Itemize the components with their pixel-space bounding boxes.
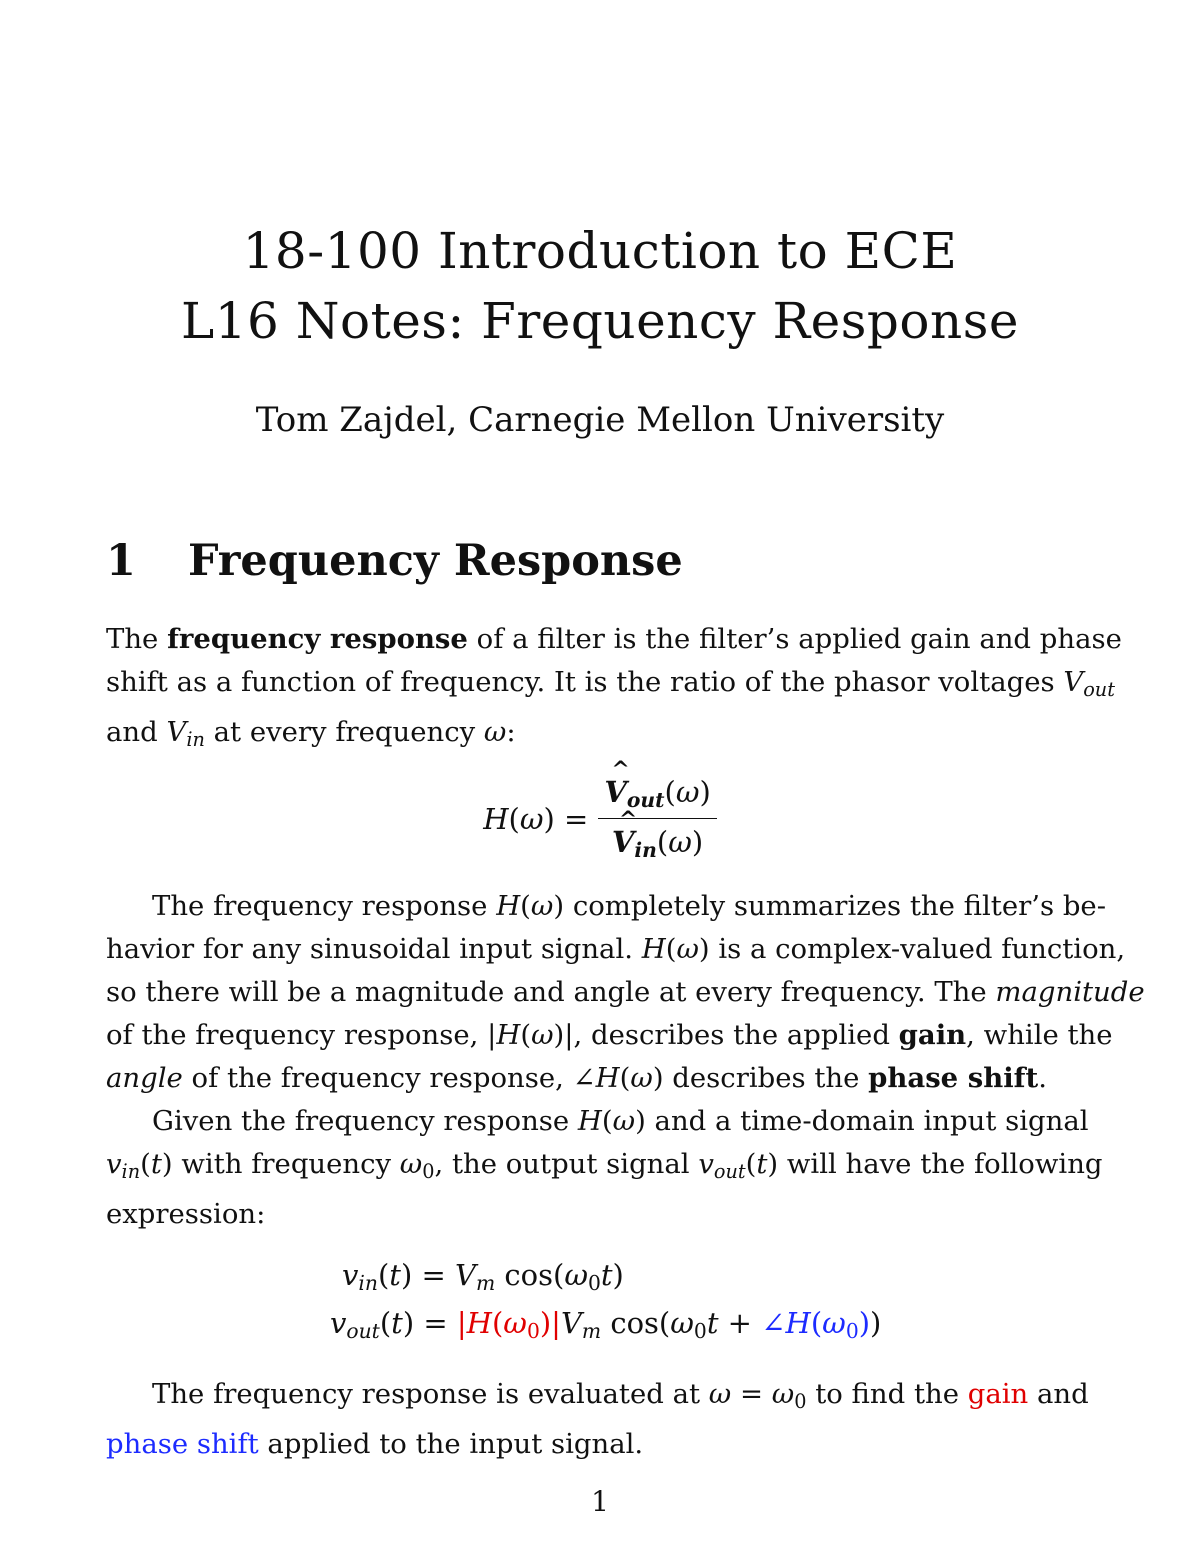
paragraph-description: The frequency response H(ω) completely summarizes the filter’s be- havior for any sinusoidal input signal. H(ω) is a complex-valued function, so there will be a magnitude and angle at every frequency. The magnitude of the frequency response, |H(ω)|, describes the applied gain, while the angle of the frequency response, ∠H(ω) describes the phase shift. Given the frequency response H(ω) and a time-domain input signal $v_{in}(t)$ with frequency ω0, the output signal $v_{out}(t)$ will have the following expression: bbox=[106, 890, 1145, 1230]
document-page: 18-100 Introduction to ECE L16 Notes: Frequency Response Tom Zajdel, Carnegie Mellon University 1 Frequency Response The frequency response of a filter is the filter’s applied gain and phase shift as a function of frequency. It is the ratio of the phasor voltages $V_{out}$ and $V_{in}$ at every frequency ω: H(ω) = ^ $V_{out}(\omega)$ ^ $V_{in}(\omega)$ The frequency response H(ω) completely summarizes the filter’s be- havior for any sinusoidal input signal. H(ω) is a complex-valued function, so there will be a magnitude and angle at every frequency. The magnitude of the frequency response, |H(ω)|, describes the applied gain, while the angle of the frequency response, ∠H(ω) describes the phase shift. Given the frequency response H(ω) and a time-domain input signal $v_{in}(t)$ with frequency ω0, the output signal $v_{out}(t)$ will have the following expression: $v_{in}(t) = V_m$ cos(ω0t) $v_{out}(t) = |H(\omega 0)|V_m$ cos(ω0t + ∠H(ω0)) The frequency response is evaluated at ω = ω0 to find the gain and phase shift applied to the input signal. 1 bbox=[0, 0, 1200, 1553]
section-title: Frequency Response bbox=[188, 536, 683, 586]
title-line-2: L16 Notes: Frequency Response bbox=[181, 292, 1019, 350]
paragraph-intro: The frequency response of a filter is the filter’s applied gain and phase shift as a function of frequency. It is the ratio of the phasor voltages $V_{out}$ and $V_{in}$ at every frequency ω: bbox=[106, 623, 1122, 751]
section-number: 1 bbox=[106, 536, 136, 586]
paragraph-conclusion: The frequency response is evaluated at ω = ω0 to find the gain and phase shift applied to the input signal. bbox=[106, 1378, 1089, 1460]
section-heading bbox=[106, 536, 683, 586]
equation-frequency-response: H(ω) = ^ $V_{out}(\omega)$ ^ $V_{in}(\omega)$ bbox=[0, 775, 1200, 862]
page-number: 1 bbox=[591, 1485, 609, 1518]
author: Tom Zajdel, Carnegie Mellon University bbox=[255, 400, 945, 440]
title-line-1: 18-100 Introduction to ECE bbox=[242, 222, 958, 280]
